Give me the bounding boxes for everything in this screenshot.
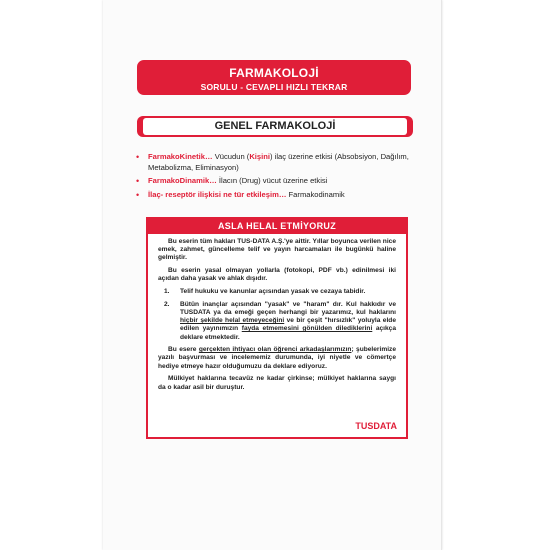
- bullet-list: [136, 152, 416, 203]
- page-edge: [441, 0, 442, 550]
- item-text: ve bir çeşit "hırsızlık" yoluyla elde edilen yayınımızın: [180, 317, 396, 333]
- notice-paragraph: [158, 346, 396, 371]
- notice-list-item: [164, 288, 396, 296]
- bullet-term: FarmakoDinamik…: [148, 176, 217, 185]
- book-subtitle: SORULU - CEVAPLI HIZLI TEKRAR: [200, 82, 348, 92]
- notice-text: ; şubelerimize yazılı başvurması ve incelememiz durumunda, iyi niyetle ve cömertçe hediye etmeye hazır olduğumuzu da deklare ediyoruz.: [158, 346, 396, 370]
- notice-heading: ASLA HELAL ETMİYORUZ: [148, 219, 406, 234]
- book-title-banner: [137, 60, 411, 95]
- notice-paragraph: Bu eserin yasal olmayan yollarla (fotokopi, PDF vb.) edinilmesi iki açıdan daha yasak ve ahlak dışıdır.: [158, 267, 396, 283]
- notice-body: [148, 234, 406, 392]
- item-text: Telif hukuku ve kanunlar açısından yasak ve cezaya tabidir.: [180, 288, 366, 296]
- publisher-brand: TUSDATA: [355, 421, 397, 431]
- bullet-text: ) ilaç üzerine etkisi (Absobsiyon, Dağılım, Metabolizma, Eliminasyon): [148, 152, 409, 172]
- list-item: [136, 176, 416, 187]
- bullet-icon: •: [136, 189, 140, 200]
- notice-paragraph: Mülkiyet haklarına tecavüz ne kadar çirkinse; mülkiyet haklarına saygı da o kadar asil bir duruştur.: [158, 375, 396, 391]
- copyright-notice-box: [146, 217, 408, 439]
- bullet-icon: •: [136, 152, 140, 162]
- notice-underlined-text: gerçekten ihtiyacı olan öğrenci arkadaşlarımızın: [198, 346, 352, 354]
- bullet-text: İlacın (Drug) vücut üzerine etkisi: [216, 176, 328, 185]
- section-banner: [137, 116, 413, 137]
- bullet-text: Farmakodinamik: [286, 189, 345, 199]
- notice-list-item: [164, 301, 396, 342]
- item-number: 1.: [164, 288, 170, 296]
- book-title: FARMAKOLOJİ: [229, 66, 319, 80]
- item-number: 2.: [164, 300, 170, 308]
- bullet-text: Vücudun (: [212, 152, 250, 161]
- bullet-term-inline: Kişini: [249, 152, 270, 161]
- bullet-term: FarmakoKinetik…: [148, 152, 213, 161]
- item-text: açıkça deklare etmektedir.: [180, 325, 397, 341]
- item-underlined-text: hiçbir şekilde helal etmeyeceğini: [180, 317, 285, 325]
- list-item: [136, 152, 416, 173]
- list-item: [136, 190, 416, 201]
- item-text: Bütün inançlar açısından "yasak" ve "haram" dır. Kul hakkıdır ve TUSDATA ya da emeği geçen herhangi bir yazarımız, kul haklarını: [180, 300, 396, 316]
- notice-paragraph: Bu eserin tüm hakları TUS-DATA A.Ş.'ye aittir. Yıllar boyunca verilen nice emek, zahmet, güncelleme telif ve yayın harcamaları ile bugünkü haline gelmiştir.: [158, 238, 396, 262]
- section-title: GENEL FARMAKOLOJİ: [143, 118, 407, 135]
- item-underlined-text: fayda etmemesini gönülden dilediklerini: [241, 325, 373, 333]
- notice-text: Bu esere: [168, 346, 199, 354]
- bullet-icon: •: [136, 176, 140, 186]
- bullet-term: İlaç- reseptör ilişkisi ne tür etkileşim…: [148, 189, 287, 199]
